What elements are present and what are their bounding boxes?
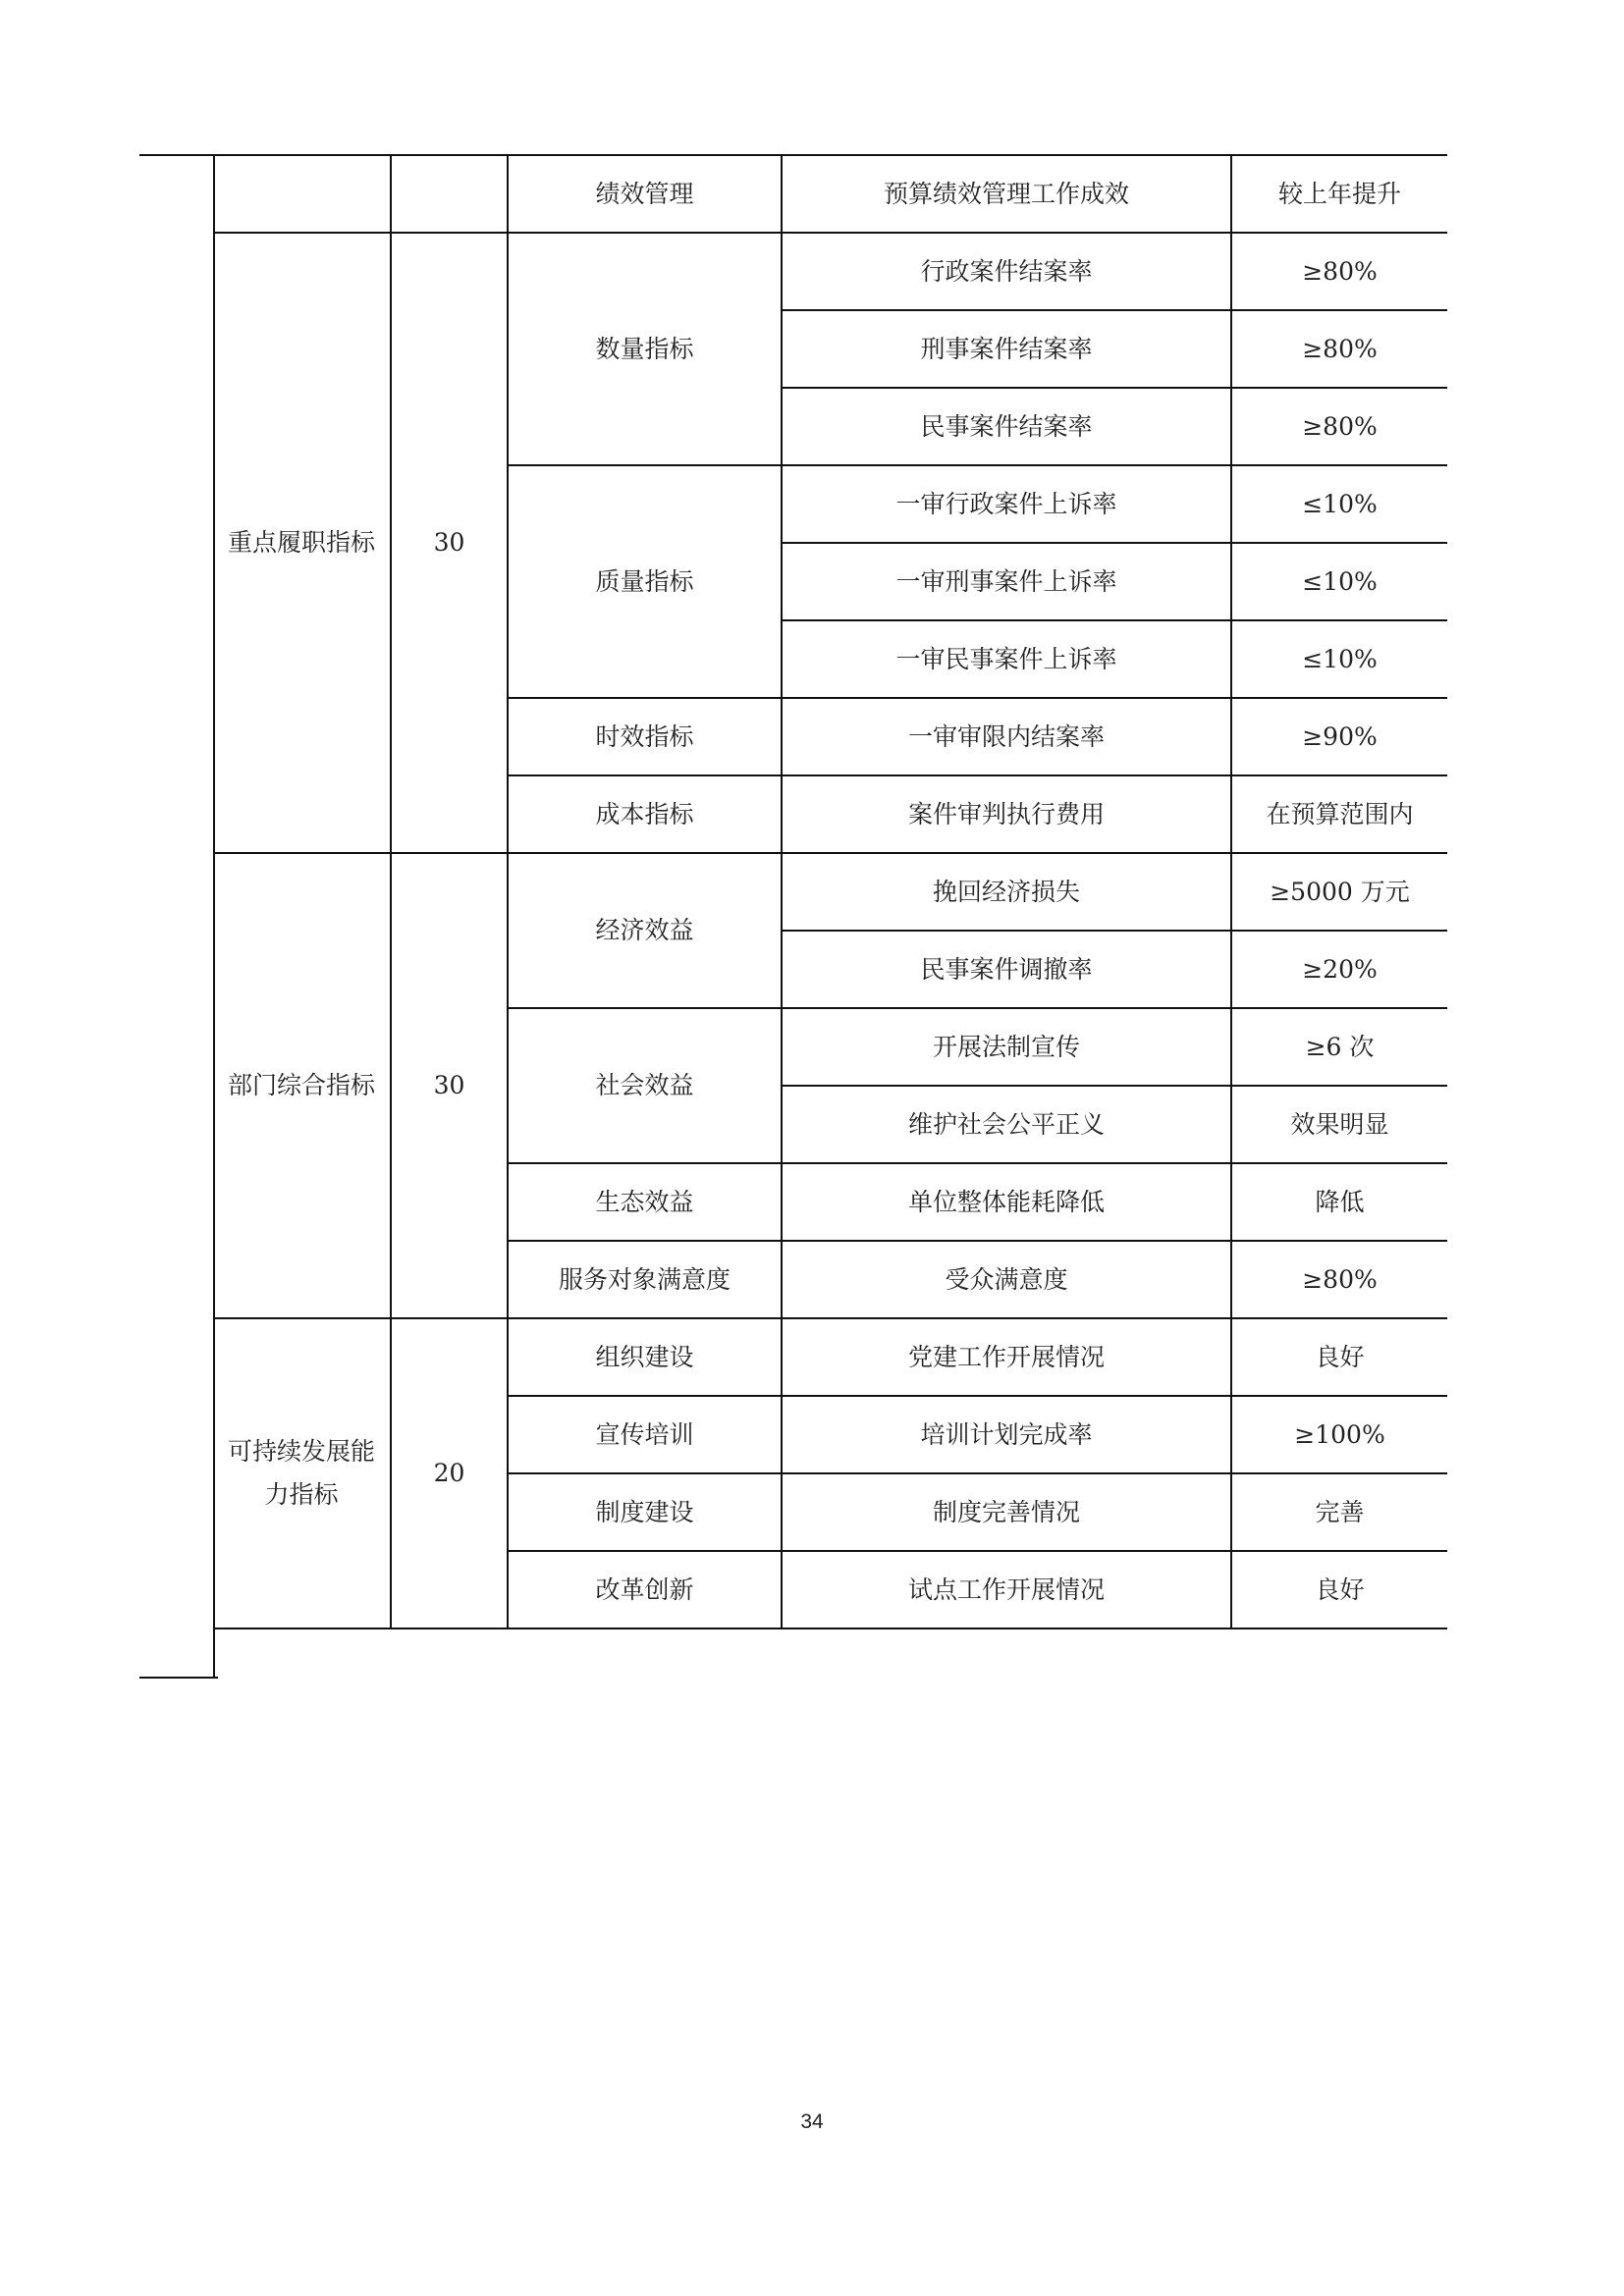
target-cell: 较上年提升 [1231,155,1447,233]
target-cell: 降低 [1231,1163,1447,1241]
target-cell: 完善 [1231,1473,1447,1551]
target-cell: 效果明显 [1231,1086,1447,1163]
indicator-cell: 一审民事案件上诉率 [782,620,1231,698]
indicator-cell: 预算绩效管理工作成效 [782,155,1231,233]
table-bottom-edge-left [139,1677,218,1679]
target-cell: ≥90% [1231,698,1447,775]
indicator-cell: 一审审限内结案率 [782,698,1231,775]
target-cell: ≤10% [1231,465,1447,543]
indicator-cell: 受众满意度 [782,1241,1231,1318]
sub-indicator-cell: 绩效管理 [508,155,782,233]
sub-indicator-cell: 生态效益 [508,1163,782,1241]
indicator-cell: 民事案件调撤率 [782,931,1231,1008]
performance-indicator-table [213,154,1447,1629]
target-cell: ≥80% [1231,1241,1447,1318]
target-cell: ≥6 次 [1231,1008,1447,1086]
table-row [213,1318,1447,1396]
indicator-cell: 一审行政案件上诉率 [782,465,1231,543]
indicator-cell: 维护社会公平正义 [782,1086,1231,1163]
sub-indicator-cell: 组织建设 [508,1318,782,1396]
table-top-edge-left [139,154,218,156]
category-cell: 部门综合指标 [213,853,391,1318]
sub-indicator-cell: 宣传培训 [508,1396,782,1473]
score-cell: 20 [391,1318,508,1629]
indicator-cell: 开展法制宣传 [782,1008,1231,1086]
score-cell: 30 [391,853,508,1318]
sub-indicator-cell: 改革创新 [508,1551,782,1629]
indicator-cell: 一审刑事案件上诉率 [782,543,1231,620]
target-cell: ≥80% [1231,310,1447,388]
category-cell [213,155,391,233]
indicator-cell: 培训计划完成率 [782,1396,1231,1473]
sub-indicator-cell: 数量指标 [508,233,782,465]
indicator-cell: 民事案件结案率 [782,388,1231,465]
target-cell: ≤10% [1231,543,1447,620]
sub-indicator-cell: 服务对象满意度 [508,1241,782,1318]
target-cell: 良好 [1231,1318,1447,1396]
table-row [213,853,1447,931]
sub-indicator-cell: 经济效益 [508,853,782,1008]
sub-indicator-cell: 时效指标 [508,698,782,775]
sub-indicator-cell: 社会效益 [508,1008,782,1163]
target-cell: 良好 [1231,1551,1447,1629]
target-cell: ≥80% [1231,233,1447,310]
sub-indicator-cell: 成本指标 [508,775,782,853]
sub-indicator-cell: 制度建设 [508,1473,782,1551]
indicator-cell: 党建工作开展情况 [782,1318,1231,1396]
target-cell: ≥100% [1231,1396,1447,1473]
indicator-cell: 试点工作开展情况 [782,1551,1231,1629]
indicator-cell: 制度完善情况 [782,1473,1231,1551]
category-cell: 重点履职指标 [213,233,391,853]
sub-indicator-cell: 质量指标 [508,465,782,698]
page-number: 34 [800,2110,824,2133]
indicator-cell: 刑事案件结案率 [782,310,1231,388]
indicator-cell: 行政案件结案率 [782,233,1231,310]
target-cell: ≤10% [1231,620,1447,698]
indicator-cell: 案件审判执行费用 [782,775,1231,853]
target-cell: ≥20% [1231,931,1447,1008]
target-cell: ≥5000 万元 [1231,853,1447,931]
indicator-cell: 单位整体能耗降低 [782,1163,1231,1241]
score-cell: 30 [391,233,508,853]
indicator-cell: 挽回经济损失 [782,853,1231,931]
target-cell: ≥80% [1231,388,1447,465]
category-cell: 可持续发展能力指标 [213,1318,391,1629]
target-cell: 在预算范围内 [1231,775,1447,853]
score-cell [391,155,508,233]
table-row [213,233,1447,310]
table-row [213,155,1447,233]
